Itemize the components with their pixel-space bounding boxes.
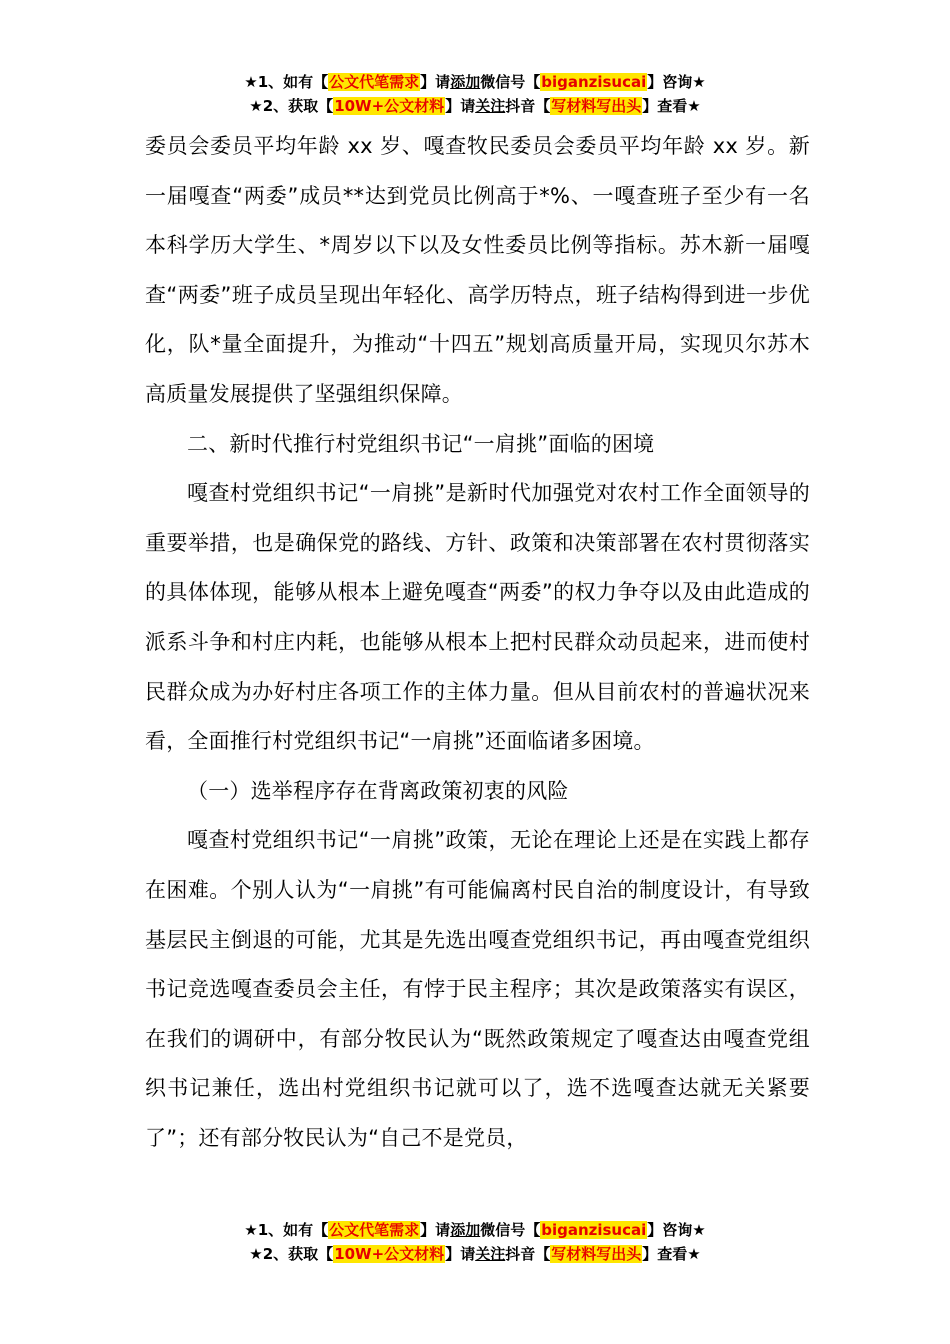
banner-text: 】咨询★ <box>647 1221 706 1239</box>
banner-text: 】请 <box>445 1245 476 1263</box>
banner-text: 【 <box>313 1221 329 1239</box>
banner-line-2 <box>0 1242 950 1266</box>
banner-underline: 添加 <box>450 1221 481 1239</box>
banner-text: 【 <box>313 73 329 91</box>
banner-underline: 添加 <box>450 73 481 91</box>
highlight-service: 公文代笔需求 <box>329 73 420 91</box>
banner-text: ★1、如有 <box>244 73 314 91</box>
banner-text: 抖音【 <box>505 1245 551 1263</box>
banner-text: 】查看★ <box>642 97 701 115</box>
document-body <box>145 122 810 1163</box>
banner-text: ★1、如有 <box>244 1221 314 1239</box>
highlight-wechat-id: biganzisucai <box>541 73 647 91</box>
banner-underline: 关注 <box>475 97 506 115</box>
subsection-heading: （一）选举程序存在背离政策初衷的风险 <box>187 778 569 803</box>
banner-text: 】请 <box>420 73 451 91</box>
banner-text: 】查看★ <box>642 1245 701 1263</box>
highlight-service: 公文代笔需求 <box>329 1221 420 1239</box>
highlight-account: 写材料写出头 <box>551 97 642 115</box>
banner-text: 微信号【 <box>480 73 541 91</box>
banner-text: ★2、获取【 <box>249 1245 334 1263</box>
banner-line-1 <box>0 70 950 94</box>
paragraph: 嘎查村党组织书记“一肩挑”政策，无论在理论上还是在实践上都存在困难。个别人认为“一肩挑”有可能偏离村民自治的制度设计，有导致基层民主倒退的可能，尤其是先选出嘎查党组织书记，再由嘎查党组织书记竞选嘎查委员会主任，有悖于民主程序；其次是政策落实有误区，在我们的调研中，有部分牧民认为“既然政策规定了嘎查达由嘎查党组织书记兼任，选出村党组织书记就可以了，选不选嘎查达就无关紧要了”；还有部分牧民认为“自己不是党员， <box>145 828 810 1150</box>
top-ad-banner <box>0 70 950 118</box>
bottom-ad-banner <box>0 1218 950 1266</box>
highlight-account: 写材料写出头 <box>551 1245 642 1263</box>
paragraph: 委员会委员平均年龄 xx 岁、嘎查牧民委员会委员平均年龄 xx 岁。新一届嘎查“两委”成员**达到党员比例高于*%、一嘎查班子至少有一名本科学历大学生、*周岁以下以及女性委员比例等指标。苏木新一届嘎查“两委”班子成员呈现出年轻化、高学历特点，班子结构得到进一步优化，队*量全面提升，为推动“十四五”规划高质量开局，实现贝尔苏木高质量发展提供了坚强组织保障。 <box>145 134 810 406</box>
highlight-materials: 10W+公文材料 <box>334 1245 445 1263</box>
highlight-wechat-id: biganzisucai <box>541 1221 647 1239</box>
banner-text: 】请 <box>445 97 476 115</box>
banner-text: 】咨询★ <box>647 73 706 91</box>
banner-text: 抖音【 <box>505 97 551 115</box>
banner-line-1 <box>0 1218 950 1242</box>
banner-underline: 关注 <box>475 1245 506 1263</box>
banner-text: ★2、获取【 <box>249 97 334 115</box>
highlight-materials: 10W+公文材料 <box>334 97 445 115</box>
paragraph: 嘎查村党组织书记“一肩挑”是新时代加强党对农村工作全面领导的重要举措，也是确保党的路线、方针、政策和决策部署在农村贯彻落实的具体体现，能够从根本上避免嘎查“两委”的权力争夺以及由此造成的派系斗争和村庄内耗，也能够从根本上把村民群众动员起来，进而使村民群众成为办好村庄各项工作的主体力量。但从目前农村的普遍状况来看，全面推行村党组织书记“一肩挑”还面临诸多困境。 <box>145 481 810 754</box>
section-heading: 二、新时代推行村党组织书记“一肩挑”面临的困境 <box>187 431 655 456</box>
banner-line-2 <box>0 94 950 118</box>
banner-text: 】请 <box>420 1221 451 1239</box>
banner-text: 微信号【 <box>480 1221 541 1239</box>
